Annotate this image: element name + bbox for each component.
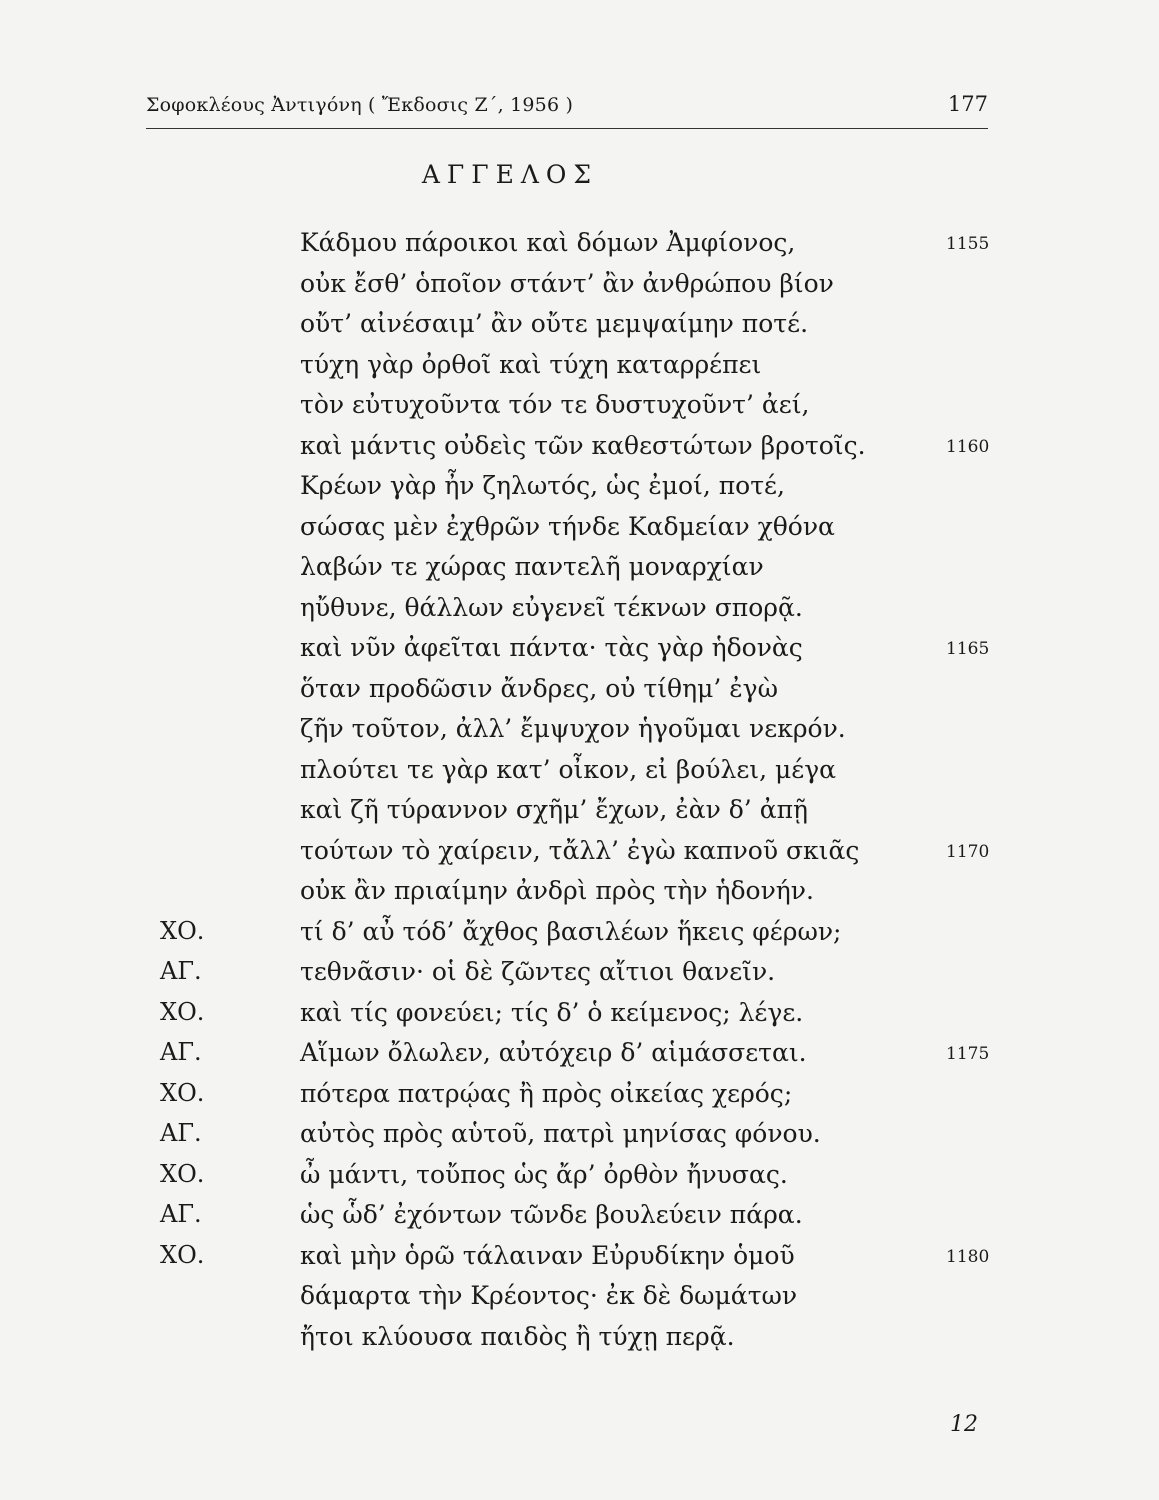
- verse-text: ζῆν τοῦτον, ἀλλ’ ἔμψυχον ἡγοῦμαι νεκρόν.: [300, 714, 846, 743]
- verse-text: ὅταν προδῶσιν ἄνδρες, οὐ τίθημ’ ἐγὼ: [300, 673, 778, 703]
- verse-line: [0, 1077, 1159, 1118]
- verse-line: [0, 753, 1159, 794]
- verse-line: [0, 834, 1159, 875]
- verse-line: [0, 388, 1159, 429]
- verse-text: Αἵμων ὄλωλεν, αὐτόχειρ δ’ αἱμάσσεται.: [300, 1038, 807, 1067]
- verse-line: [0, 348, 1159, 389]
- verse-line: [0, 996, 1159, 1037]
- speaker-label: ΧΟ.: [160, 1240, 205, 1269]
- verse-line: [0, 307, 1159, 348]
- verse-line: [0, 1279, 1159, 1320]
- speaker-label: ΧΟ.: [160, 997, 205, 1026]
- speaker-label: ΑΓ.: [160, 1200, 202, 1228]
- line-number: 1155: [946, 234, 990, 254]
- verse-line: [0, 1320, 1159, 1361]
- line-number: 1165: [946, 639, 990, 659]
- speaker-label: ΧΟ.: [160, 1159, 205, 1188]
- verse-line: [0, 1239, 1159, 1280]
- verse-text: καὶ ζῆ τύραννον σχῆμ’ ἔχων, ἐὰν δ’ ἀπῇ: [300, 795, 808, 824]
- verse-line: [0, 1117, 1159, 1158]
- verse-line: [0, 874, 1159, 915]
- verse-text: οὐκ ἔσθ’ ὁποῖον στάντ’ ἂν ἀνθρώπου βίον: [300, 268, 834, 298]
- verse-text: Κρέων γὰρ ἦν ζηλωτός, ὡς ἐμοί, ποτέ,: [300, 471, 785, 500]
- verse-line: [0, 267, 1159, 308]
- verse-text: αὐτὸς πρὸς αὑτοῦ, πατρὶ μηνίσας φόνου.: [300, 1119, 821, 1148]
- verse-line: [0, 793, 1159, 834]
- speaker-label: ΧΟ.: [160, 1078, 205, 1107]
- speaker-label: ΧΟ.: [160, 916, 205, 945]
- running-header: [146, 92, 988, 129]
- verse-text: ὦ μάντι, τοὔπος ὡς ἄρ’ ὀρθὸν ἤνυσας.: [300, 1159, 788, 1189]
- verse-line: [0, 712, 1159, 753]
- verse-line: [0, 631, 1159, 672]
- verse-text: πότερα πατρῴας ἢ πρὸς οἰκείας χερός;: [300, 1078, 793, 1108]
- verse-line: [0, 226, 1159, 267]
- verse-text: τί δ’ αὖ τόδ’ ἄχθος βασιλέων ἥκεις φέρων;: [300, 916, 842, 946]
- verse-line: [0, 469, 1159, 510]
- line-number: 1160: [946, 436, 990, 457]
- verse-text: καὶ τίς φονεύει; τίς δ’ ὁ κείμενος; λέγε.: [300, 997, 804, 1027]
- verse-line: [0, 1036, 1159, 1077]
- verse-text: οὐκ ἂν πριαίμην ἀνδρὶ πρὸς τὴν ἡδονήν.: [300, 876, 814, 905]
- header-title: Σοφοκλέους Ἀντιγόνη ( Ἔκδοσις Ζ΄, 1956 ): [146, 94, 574, 116]
- line-number: 1180: [946, 1246, 990, 1267]
- verse-line: [0, 1158, 1159, 1199]
- verse-text: ὡς ὧδ’ ἐχόντων τῶνδε βουλεύειν πάρα.: [300, 1200, 803, 1229]
- verse-text: δάμαρτα τὴν Κρέοντος· ἐκ δὲ δωμάτων: [300, 1281, 798, 1310]
- signature-mark: 12: [950, 1412, 978, 1437]
- speaker-label: ΑΓ.: [160, 1119, 202, 1147]
- line-number: 1170: [946, 841, 990, 862]
- verse-line: [0, 1198, 1159, 1239]
- verse-text: τεθνᾶσιν· οἱ δὲ ζῶντες αἴτιοι θανεῖν.: [300, 957, 776, 986]
- verse-text: καὶ νῦν ἀφεῖται πάντα· τὰς γὰρ ἡδονὰς: [300, 633, 803, 662]
- line-number: 1175: [946, 1044, 990, 1064]
- verse-text: ἤτοι κλύουσα παιδὸς ἢ τύχῃ περᾷ.: [300, 1321, 735, 1351]
- verse-text: λαβών τε χώρας παντελῆ μοναρχίαν: [300, 552, 764, 581]
- verse-line: [0, 672, 1159, 713]
- verse-line: [0, 591, 1159, 632]
- verse-text: πλούτει τε γὰρ κατ’ οἶκον, εἰ βούλει, μέγα: [300, 754, 837, 784]
- page-number: 177: [947, 92, 988, 116]
- verse-text: καὶ μάντις οὐδεὶς τῶν καθεστώτων βροτοῖς.: [300, 430, 866, 460]
- verse-block: [0, 226, 1159, 1360]
- section-title: ΑΓΓΕΛΟΣ: [421, 160, 599, 189]
- verse-line: [0, 550, 1159, 591]
- verse-text: καὶ μὴν ὁρῶ τάλαιναν Εὐρυδίκην ὁμοῦ: [300, 1240, 795, 1270]
- verse-line: [0, 915, 1159, 956]
- verse-line: [0, 510, 1159, 551]
- verse-text: οὔτ’ αἰνέσαιμ’ ἂν οὔτε μεμψαίμην ποτέ.: [300, 309, 809, 338]
- verse-text: τύχη γὰρ ὀρθοῖ καὶ τύχη καταρρέπει: [300, 349, 762, 379]
- speaker-label: ΑΓ.: [160, 1038, 202, 1066]
- speaker-label: ΑΓ.: [160, 957, 202, 985]
- verse-text: σώσας μὲν ἐχθρῶν τήνδε Καδμείαν χθόνα: [300, 511, 835, 541]
- verse-text: τὸν εὐτυχοῦντα τόν τε δυστυχοῦντ’ ἀεί,: [300, 390, 810, 419]
- verse-line: [0, 429, 1159, 470]
- verse-line: [0, 955, 1159, 996]
- verse-text: τούτων τὸ χαίρειν, τἄλλ’ ἐγὼ καπνοῦ σκιᾶς: [300, 835, 860, 865]
- verse-text: ηὔθυνε, θάλλων εὐγενεῖ τέκνων σπορᾷ.: [300, 592, 803, 622]
- verse-text: Κάδμου πάροικοι καὶ δόμων Ἀμφίονος,: [300, 228, 796, 257]
